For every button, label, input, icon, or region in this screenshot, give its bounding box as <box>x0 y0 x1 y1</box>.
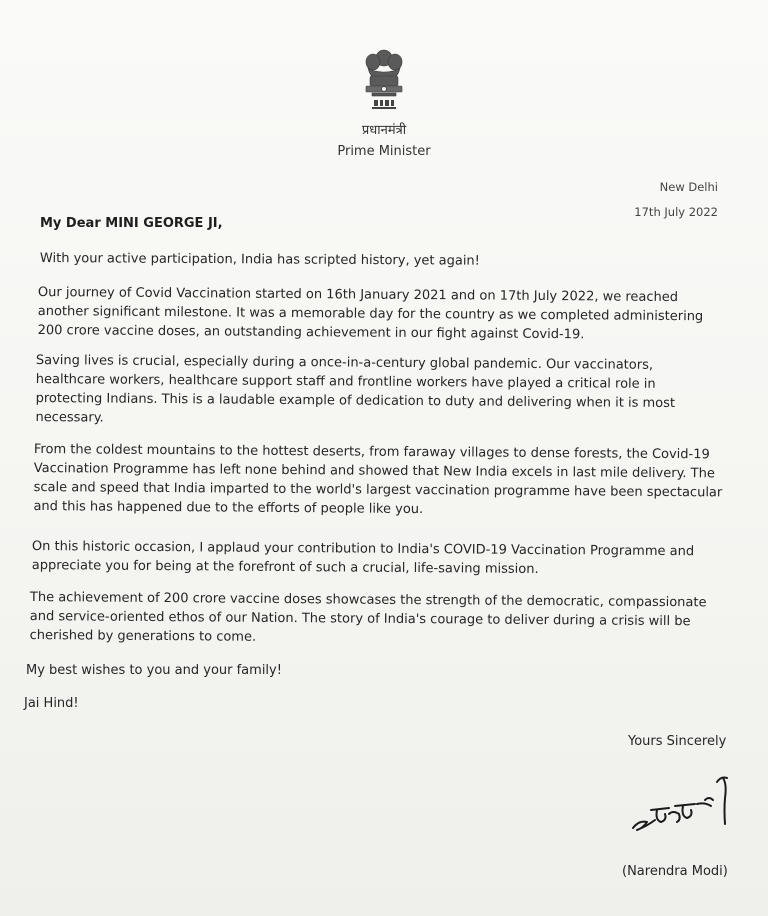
signatory-name: (Narendra Modi) <box>622 864 728 879</box>
paragraph-intro: With your active participation, India has scripted history, yet again! <box>39 250 480 269</box>
best-wishes: My best wishes to you and your family! <box>26 663 282 678</box>
jai-hind: Jai Hind! <box>24 696 79 711</box>
paragraph-saving-lives: Saving lives is crucial, especially during a once-in-a-century global pandemic. Our vaccinators, healthcare workers, healthcare support staff and frontline workers have played a critical role in protecting Indians. This is a laudable example of dedication to duty and delivering when it is most necessary. <box>35 352 676 426</box>
paragraph-coverage: From the coldest mountains to the hottest deserts, from faraway villages to dense forests, the Covid-19 Vaccination Programme has left none behind and showed that New India excels in last mile delivery. The scale and speed that India imparted to the world's largest vaccination programme have been spectacular and this has happened due to the efforts of people like you. <box>33 441 723 518</box>
national-emblem-icon <box>360 48 408 112</box>
paragraph-applause: On this historic occasion, I applaud your contribution to India's COVID-19 Vaccination Programme and appreciate you for being at the forefront of such a crucial, life-saving mission. <box>31 538 695 577</box>
paragraph-achievement: The achievement of 200 crore vaccine doses showcases the strength of the democratic, compassionate and service-oriented ethos of our Nation. The story of India's courage to deliver during a crisis will be cherished by generations to come. <box>29 589 707 645</box>
office-title: Prime Minister <box>337 144 431 159</box>
hindi-office-title: प्रधानमंत्री <box>361 123 407 138</box>
letter-date: 17th July 2022 <box>634 205 718 219</box>
handwritten-signature <box>625 770 740 840</box>
paragraph-milestone: Our journey of Covid Vaccination started on 16th January 2021 and on 17th July 2022, we reached another significant milestone. It was a memorable day for the country as we completed administering 200 crore vaccine doses, an outstanding achievement in our fight against Covid-19. <box>37 284 704 343</box>
closing-line: Yours Sincerely <box>628 734 727 749</box>
salutation: My Dear MINI GEORGE JI, <box>40 216 223 231</box>
letter-place: New Delhi <box>659 180 718 194</box>
